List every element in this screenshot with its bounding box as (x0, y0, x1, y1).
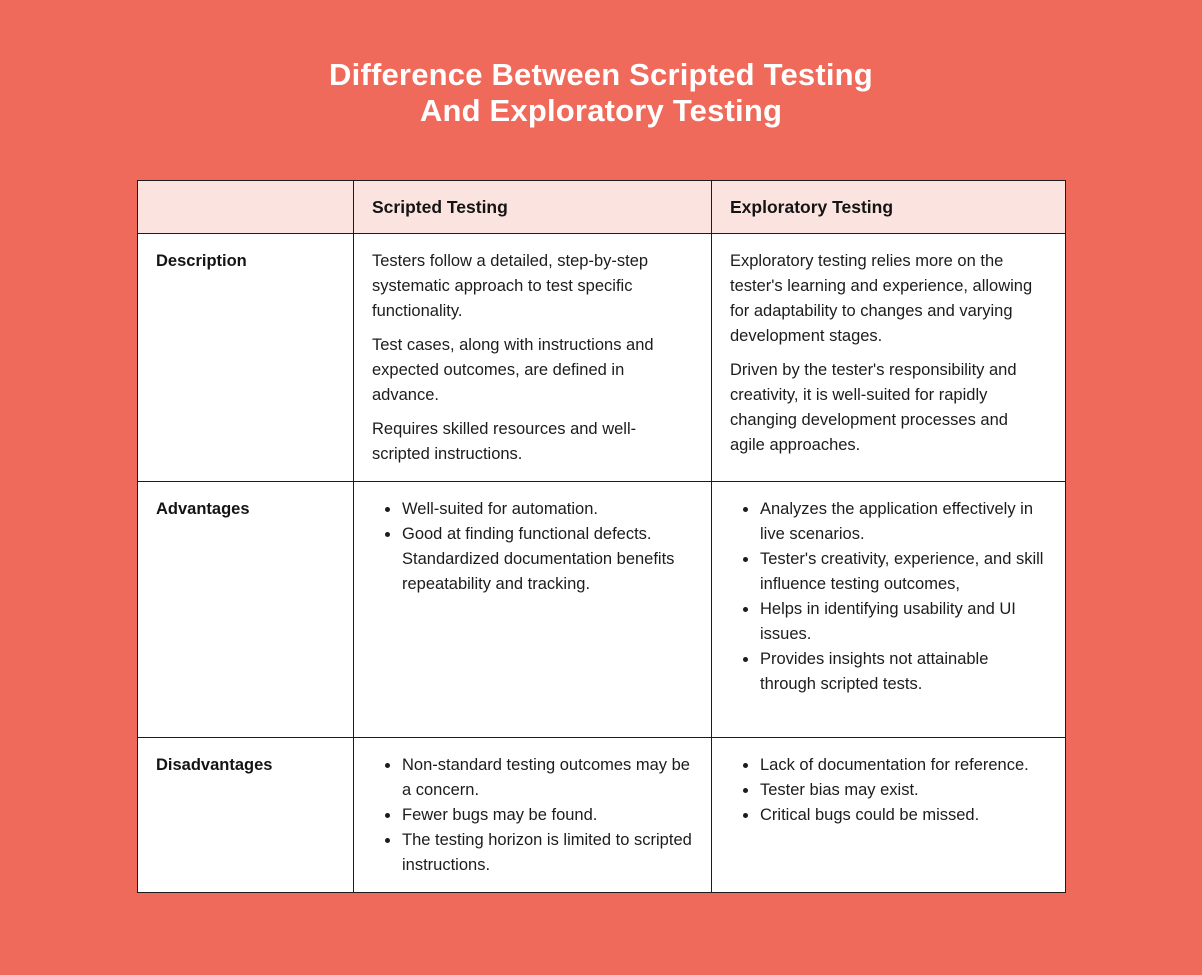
row-label: Description (138, 234, 354, 482)
header-cell-scripted: Scripted Testing (354, 181, 712, 234)
page-title-line1: Difference Between Scripted Testing (329, 57, 873, 92)
cell-bullet-item: • Helps in identifying usability and UI issues. (759, 597, 1047, 647)
comparison-table (137, 180, 1066, 893)
cell-bullet-item: • Well-suited for automation. (401, 497, 693, 522)
cell-bullet-item: • Fewer bugs may be found. (401, 803, 693, 828)
cell-paragraph: Testers follow a detailed, step-by-step systematic approach to test specific functionality. (372, 252, 649, 320)
cell-bullet-item: • Lack of documentation for reference. (759, 753, 1047, 778)
cell-bullet-item: • Analyzes the application effectively in live scenarios. (759, 497, 1047, 547)
cell-bullet-item: • Critical bugs could be missed. (759, 803, 1047, 828)
exploratory-content-cell (712, 738, 1066, 893)
page-title (0, 57, 1202, 129)
table-row (138, 738, 1066, 893)
exploratory-content-cell (712, 482, 1066, 738)
row-label: Disadvantages (138, 738, 354, 893)
cell-bullet-item: • Tester bias may exist. (759, 778, 1047, 803)
header-cell-empty (138, 181, 354, 234)
cell-bullet-item: • Good at finding functional defects. Standardized documentation benefits repeatability and tracking. (401, 522, 693, 597)
cell-paragraph: Exploratory testing relies more on the tester's learning and experience, allowing for adaptability to changes and varying development stages. (730, 252, 1033, 345)
table-row (138, 234, 1066, 482)
cell-bullet-list (372, 753, 693, 878)
table-header-row (138, 181, 1066, 234)
table-header (138, 181, 1066, 234)
cell-bullet-item: • Tester's creativity, experience, and skill influence testing outcomes, (759, 547, 1047, 597)
scripted-content-cell (354, 234, 712, 482)
header-cell-exploratory: Exploratory Testing (712, 181, 1066, 234)
cell-bullet-list (730, 753, 1047, 828)
cell-paragraph: Test cases, along with instructions and expected outcomes, are defined in advance. (372, 336, 654, 404)
cell-bullet-list (730, 497, 1047, 697)
page-title-line2: And Exploratory Testing (419, 93, 783, 128)
cell-bullet-list (372, 497, 693, 597)
scripted-content-cell (354, 482, 712, 738)
row-label: Advantages (138, 482, 354, 738)
cell-bullet-item: • Non-standard testing outcomes may be a concern. (401, 753, 693, 803)
comparison-table-wrapper (137, 180, 1065, 893)
cell-paragraph: Driven by the tester's responsibility and creativity, it is well-suited for rapidly changing development processes and agile approaches. (730, 361, 1017, 454)
cell-bullet-item: • The testing horizon is limited to scripted instructions. (401, 828, 693, 878)
exploratory-content-cell (712, 234, 1066, 482)
table-body (138, 234, 1066, 893)
table-row (138, 482, 1066, 738)
cell-bullet-item: • Provides insights not attainable through scripted tests. (759, 647, 1047, 697)
scripted-content-cell (354, 738, 712, 893)
cell-paragraph: Requires skilled resources and well-scripted instructions. (372, 420, 637, 463)
